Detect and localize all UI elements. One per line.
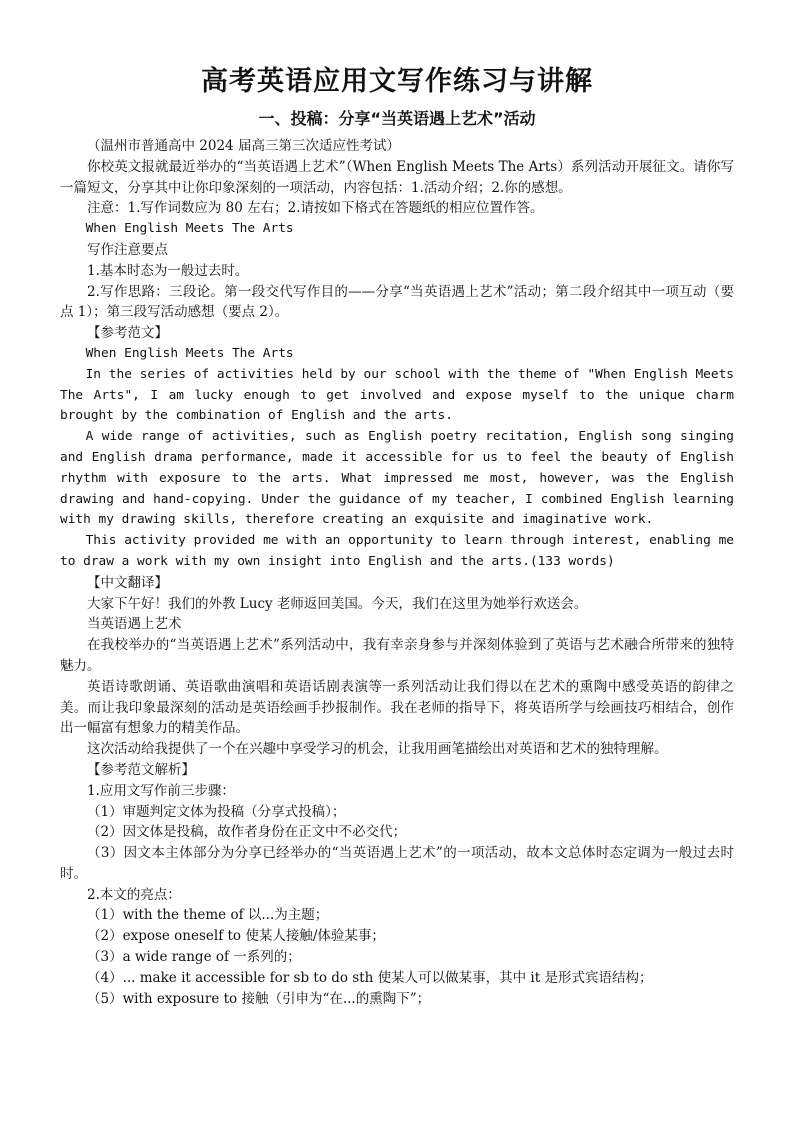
page-title: 高考英语应用文写作练习与讲解 <box>201 66 593 97</box>
translation-paragraph-2: 英语诗歌朗诵、英语歌曲演唱和英语话剧表演等一系列活动让我们得以在艺术的熏陶中感受英语的韵律之美。而让我印象最深刻的活动是英语绘画手抄报制作。我在老师的指导下，将英语所学与绘画技巧相结合，创作出一幅富有想象力的精美作品。 <box>60 678 734 737</box>
step-2: （2）因文体是投稿，故作者身份在正文中不必交代； <box>87 824 407 841</box>
sample-heading: 【参考范文】 <box>87 325 168 342</box>
translation-heading: 【中文翻译】 <box>87 574 168 591</box>
steps-heading: 1.应用文写作前三步骤： <box>87 782 235 799</box>
writing-prompt: 你校英文报就最近举办的“当英语遇上艺术”（When English Meets The Arts）系列活动开展征文。请你写一篇短文，分享其中让你印象深刻的一项活动，内容包括：1.活动介绍；2.你的感想。 <box>60 158 734 196</box>
translation-title: 当英语遇上艺术 <box>87 616 182 633</box>
sample-title: When English Meets The Arts <box>85 345 294 361</box>
format-title: When English Meets The Arts <box>85 221 294 237</box>
translation-paragraph-3: 这次活动给我提供了一个在兴趣中享受学习的机会，让我用画笔描绘出对英语和艺术的独特理解。 <box>87 741 668 758</box>
highlight-4: （4）... make it accessible for sb to do sth 使某人可以做某事，其中 it 是形式宾语结构； <box>87 969 653 986</box>
tip-1: 1.基本时态为一般过去时。 <box>87 262 249 279</box>
writing-note: 注意：1.写作词数应为 80 左右；2.请按如下格式在答题纸的相应位置作答。 <box>87 200 544 217</box>
tips-heading: 写作注意要点 <box>87 241 168 258</box>
highlight-5: （5）with exposure to 接触（引申为“在...的熏陶下”； <box>87 990 431 1007</box>
sample-paragraph-3: This activity provided me with an opportunity to learn through interest, enabling me to draw a work with my own insight into English and the arts.(133 words) <box>60 533 734 569</box>
highlight-3: （3）a wide range of 一系列的； <box>87 949 301 966</box>
step-3: （3）因文本主体部分为分享已经举办的“当英语遇上艺术”的一项活动，故本文总体时态定调为一般过去时时。 <box>60 845 734 882</box>
step-1: （1）审题判定文体为投稿（分享式投稿）； <box>87 803 346 820</box>
highlight-2: （2）expose oneself to 使某人接触/体验某事； <box>87 928 385 945</box>
tip-2: 2.写作思路：三段论。第一段交代写作目的——分享“当英语遇上艺术”活动；第二段介绍其中一项互动（要点 1）；第三段写活动感想（要点 2）。 <box>60 283 734 321</box>
sample-paragraph-1: In the series of activities held by our school with the theme of "When English Meets The Arts", I am lucky enough to get involved and expose myself to the unique charm brought by the combination of English and the arts. <box>60 366 734 424</box>
highlight-1: （1）with the theme of 以...为主题； <box>87 907 329 924</box>
section-subtitle: 一、投稿：分享“当英语遇上艺术”活动 <box>258 109 536 128</box>
exam-source: （温州市普通高中 2024 届高三第三次适应性考试） <box>87 138 400 154</box>
highlights-heading: 2.本文的亮点： <box>87 886 181 903</box>
analysis-heading: 【参考范文解析】 <box>87 761 195 778</box>
document-page <box>60 62 734 1009</box>
translation-intro: 大家下午好！我们的外教 Lucy 老师返回美国。今天，我们在这里为她举行欢送会。 <box>87 595 588 612</box>
sample-paragraph-2: A wide range of activities, such as English poetry recitation, English song singing and English drama performance, made it accessible for us to feel the beauty of English rhythm with exposure to the arts. What impressed me most, however, was the English drawing and hand-copying. Under the guidance of my teacher, I combined English learning with my drawing skills, therefore creating an exquisite and imaginative work. <box>60 429 734 528</box>
translation-paragraph-1: 在我校举办的“当英语遇上艺术”系列活动中，我有幸亲身参与并深刻体验到了英语与艺术融合所带来的独特魅力。 <box>60 637 734 674</box>
